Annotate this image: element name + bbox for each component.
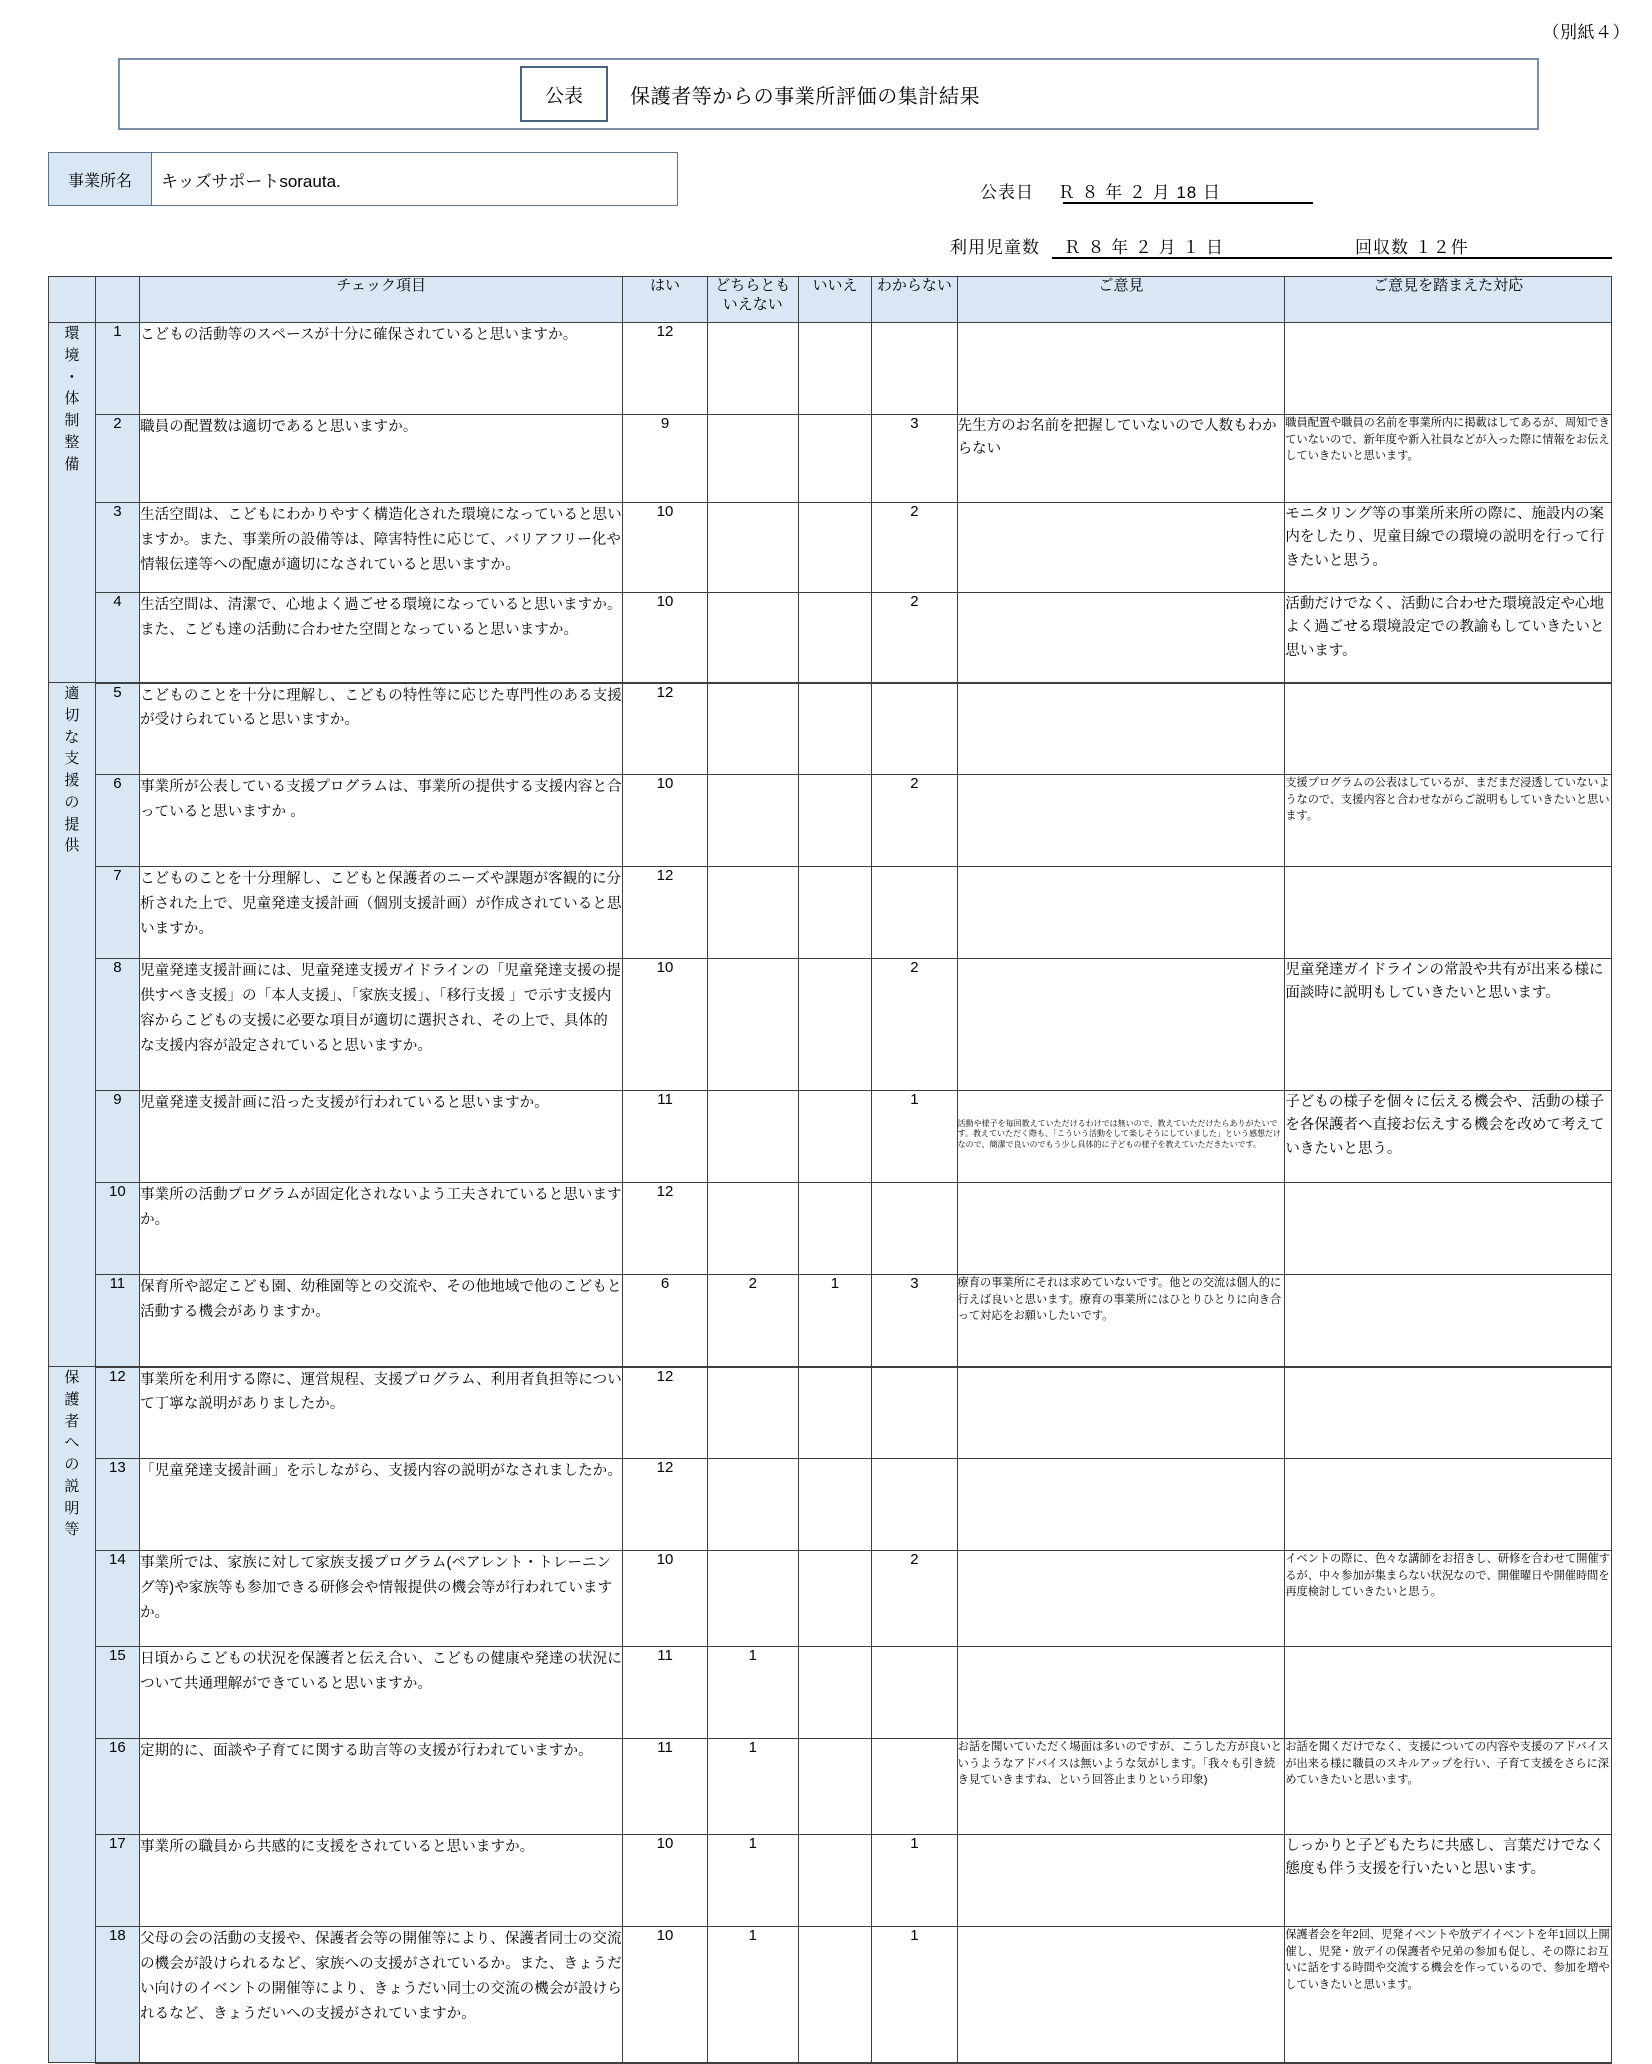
category-char: 提 bbox=[64, 815, 80, 833]
header-check-item: チェック項目 bbox=[140, 277, 623, 323]
check-item-cell: 事業所の活動プログラムが固定化されないよう工夫されていると思いますか。 bbox=[140, 1183, 623, 1275]
count-neither-cell bbox=[707, 1367, 798, 1459]
count-neither-cell: 1 bbox=[707, 1927, 798, 2063]
response-cell: しっかりと子どもたちに共感し、言葉だけでなく態度も伴う支援を行いたいと思います。 bbox=[1285, 1835, 1612, 1927]
count-yes-cell: 11 bbox=[623, 1091, 707, 1183]
count-yes-cell: 12 bbox=[623, 683, 707, 775]
count-unknown-cell: 1 bbox=[872, 1927, 958, 2063]
category-char: 切 bbox=[64, 706, 80, 724]
count-neither-cell bbox=[707, 1459, 798, 1551]
response-cell bbox=[1285, 1459, 1612, 1551]
category-char: 護 bbox=[64, 1390, 80, 1408]
count-yes-cell: 10 bbox=[623, 503, 707, 593]
category-char: ・ bbox=[64, 368, 80, 386]
opinion-cell bbox=[957, 1183, 1285, 1275]
count-yes-cell: 11 bbox=[623, 1739, 707, 1835]
header-neither-line1: どちらとも bbox=[715, 277, 791, 294]
category-char: 支 bbox=[64, 750, 80, 768]
row-number-cell: 1 bbox=[95, 323, 139, 415]
publication-tag: 公表 bbox=[520, 66, 608, 122]
category-char: 適 bbox=[64, 685, 80, 702]
header-no-answer: いいえ bbox=[798, 277, 871, 323]
row-number-cell: 4 bbox=[95, 593, 139, 683]
response-cell bbox=[1285, 1647, 1612, 1739]
category-char: 保 bbox=[64, 1369, 80, 1386]
count-no-cell bbox=[798, 683, 871, 775]
check-item-cell: こどものことを十分に理解し、こどもの特性等に応じた専門性のある支援が受けられていると思いますか。 bbox=[140, 683, 623, 775]
table-row bbox=[49, 1551, 1612, 1647]
opinion-cell bbox=[957, 959, 1285, 1091]
count-no-cell bbox=[798, 323, 871, 415]
check-item-cell: 日頃からこどもの状況を保護者と伝え合い、こどもの健康や発達の状況について共通理解ができていると思いますか。 bbox=[140, 1647, 623, 1739]
count-no-cell bbox=[798, 1647, 871, 1739]
category-char: 環 bbox=[64, 325, 80, 342]
check-item-cell: 生活空間は、清潔で、心地よく過ごせる環境になっていると思いますか。また、こども達の活動に合わせた空間となっていると思いますか。 bbox=[140, 593, 623, 683]
count-neither-cell bbox=[707, 503, 798, 593]
category-char: 体 bbox=[64, 390, 80, 408]
count-unknown-cell bbox=[872, 1183, 958, 1275]
count-yes-cell: 10 bbox=[623, 1551, 707, 1647]
opinion-cell bbox=[957, 867, 1285, 959]
count-unknown-cell: 1 bbox=[872, 1835, 958, 1927]
use-date-underline bbox=[1052, 257, 1612, 259]
office-name-value: キッズサポートsorauta. bbox=[161, 171, 341, 191]
table-row bbox=[49, 1275, 1612, 1367]
category-char: 備 bbox=[64, 455, 80, 473]
category-char: の bbox=[64, 793, 80, 811]
count-unknown-cell: 2 bbox=[872, 503, 958, 593]
opinion-cell bbox=[957, 775, 1285, 867]
category-char: 境 bbox=[64, 346, 80, 364]
count-neither-cell: 1 bbox=[707, 1835, 798, 1927]
sheet-reference: （別紙４） bbox=[1542, 23, 1630, 42]
table-row bbox=[49, 1183, 1612, 1275]
response-cell bbox=[1285, 1183, 1612, 1275]
table-row bbox=[49, 1367, 1612, 1459]
response-cell: 活動だけでなく、活動に合わせた環境設定や心地よく過ごせる環境設定での教諭もしていきたいと思います。 bbox=[1285, 593, 1612, 683]
category-cell bbox=[49, 1367, 96, 2063]
count-yes-cell: 12 bbox=[623, 1459, 707, 1551]
category-char: な bbox=[64, 728, 80, 746]
count-no-cell bbox=[798, 1367, 871, 1459]
opinion-cell bbox=[957, 323, 1285, 415]
count-no-cell bbox=[798, 593, 871, 683]
count-neither-cell bbox=[707, 415, 798, 503]
opinion-cell bbox=[957, 1459, 1285, 1551]
row-number-cell: 2 bbox=[95, 415, 139, 503]
opinion-cell: お話を聞いていただく場面は多いのですが、こうした方が良いというようなアドバイスは無いような気がします。「我々も引き続き見ていきますね、という回答止まりという印象) bbox=[957, 1739, 1285, 1835]
count-neither-cell bbox=[707, 1091, 798, 1183]
row-number-cell: 9 bbox=[95, 1091, 139, 1183]
category-char: 援 bbox=[64, 772, 80, 789]
survey-results-table bbox=[48, 276, 1612, 2064]
count-yes-cell: 12 bbox=[623, 1367, 707, 1459]
response-cell: お話を聞くだけでなく、支援についての内容や支援のアドバイスが出来る様に職員のスキルアップを行い、子育て支援をさらに深めていきたいと思います。 bbox=[1285, 1739, 1612, 1835]
count-unknown-cell bbox=[872, 1647, 958, 1739]
table-row bbox=[49, 1091, 1612, 1183]
header-no bbox=[95, 277, 139, 323]
check-item-cell: 定期的に、面談や子育てに関する助言等の支援が行われていますか。 bbox=[140, 1739, 623, 1835]
count-yes-cell: 10 bbox=[623, 775, 707, 867]
count-no-cell bbox=[798, 415, 871, 503]
count-unknown-cell bbox=[872, 323, 958, 415]
header-yes: はい bbox=[623, 277, 707, 323]
category-char: 整 bbox=[64, 433, 80, 451]
row-number-cell: 16 bbox=[95, 1739, 139, 1835]
row-number-cell: 13 bbox=[95, 1459, 139, 1551]
check-item-cell: 事業所が公表している支援プログラムは、事業所の提供する支援内容と合っていると思いますか 。 bbox=[140, 775, 623, 867]
table-row bbox=[49, 1835, 1612, 1927]
count-unknown-cell bbox=[872, 1739, 958, 1835]
count-yes-cell: 10 bbox=[623, 959, 707, 1091]
check-item-cell: 職員の配置数は適切であると思いますか。 bbox=[140, 415, 623, 503]
count-neither-cell bbox=[707, 959, 798, 1091]
response-cell: 支援プログラムの公表はしているが、まだまだ浸透していないようなので、支援内容と合わせながらご説明もしていきたいと思います。 bbox=[1285, 775, 1612, 867]
row-number-cell: 10 bbox=[95, 1183, 139, 1275]
category-cell bbox=[49, 683, 96, 1367]
check-item-cell: 児童発達支援計画に沿った支援が行われていると思いますか。 bbox=[140, 1091, 623, 1183]
category-cell bbox=[49, 323, 96, 683]
check-item-cell: 保育所や認定こども園、幼稚園等との交流や、その他地域で他のこどもと活動する機会がありますか。 bbox=[140, 1275, 623, 1367]
count-yes-cell: 9 bbox=[623, 415, 707, 503]
response-cell bbox=[1285, 1367, 1612, 1459]
count-unknown-cell: 2 bbox=[872, 775, 958, 867]
count-neither-cell bbox=[707, 1551, 798, 1647]
office-name-field bbox=[48, 152, 678, 206]
table-row bbox=[49, 683, 1612, 775]
row-number-cell: 17 bbox=[95, 1835, 139, 1927]
category-char: の bbox=[64, 1456, 80, 1473]
opinion-cell bbox=[957, 1367, 1285, 1459]
count-neither-cell bbox=[707, 867, 798, 959]
category-char: 説 bbox=[64, 1477, 80, 1495]
table-header-row bbox=[49, 277, 1612, 323]
count-yes-cell: 10 bbox=[623, 593, 707, 683]
count-no-cell bbox=[798, 1927, 871, 2063]
row-number-cell: 5 bbox=[95, 683, 139, 775]
publish-date: 公表日 Ｒ ８ 年 ２ 月 18 日 bbox=[980, 183, 1221, 202]
category-char: 明 bbox=[64, 1499, 80, 1517]
count-yes-cell: 12 bbox=[623, 867, 707, 959]
check-item-cell: 生活空間は、こどもにわかりやすく構造化された環境になっていると思いますか。また、事業所の設備等は、障害特性に応じて、バリアフリー化や情報伝達等への配慮が適切になされていると思いますか。 bbox=[140, 503, 623, 593]
children-count-date: 利用児童数 Ｒ ８ 年 ２ 月 １ 日 bbox=[950, 238, 1225, 257]
table-row bbox=[49, 1739, 1612, 1835]
check-item-cell: 事業所では、家族に対して家族支援プログラム(ペアレント・トレーニング等)や家族等も参加できる研修会や情報提供の機会等が行われていますか。 bbox=[140, 1551, 623, 1647]
count-no-cell bbox=[798, 867, 871, 959]
header-neither bbox=[707, 277, 798, 323]
row-number-cell: 14 bbox=[95, 1551, 139, 1647]
row-number-cell: 6 bbox=[95, 775, 139, 867]
response-cell: モニタリング等の事業所来所の際に、施設内の案内をしたり、児童目線での環境の説明を行って行きたいと思う。 bbox=[1285, 503, 1612, 593]
count-unknown-cell: 3 bbox=[872, 1275, 958, 1367]
count-unknown-cell bbox=[872, 867, 958, 959]
count-no-cell bbox=[798, 1739, 871, 1835]
check-item-cell: 事業所を利用する際に、運営規程、支援プログラム、利用者負担等について丁寧な説明がありましたか。 bbox=[140, 1367, 623, 1459]
opinion-cell bbox=[957, 593, 1285, 683]
count-neither-cell bbox=[707, 1183, 798, 1275]
count-unknown-cell bbox=[872, 1459, 958, 1551]
count-no-cell: 1 bbox=[798, 1275, 871, 1367]
table-row bbox=[49, 1647, 1612, 1739]
row-number-cell: 12 bbox=[95, 1367, 139, 1459]
office-name-label: 事業所名 bbox=[49, 153, 152, 205]
response-cell: イベントの際に、色々な講師をお招きし、研修を合わせて開催するが、中々参加が集まらない状況なので、開催曜日や開催時間を再度検討していきたいと思う。 bbox=[1285, 1551, 1612, 1647]
header-response: ご意見を踏まえた対応 bbox=[1285, 277, 1612, 323]
count-no-cell bbox=[798, 1459, 871, 1551]
count-neither-cell bbox=[707, 683, 798, 775]
response-cell bbox=[1285, 323, 1612, 415]
row-number-cell: 3 bbox=[95, 503, 139, 593]
opinion-cell: 療育の事業所にそれは求めていないです。他との交流は個人的に行えば良いと思います。療育の事業所にはひとりひとりに向き合って対応をお願いしたいです。 bbox=[957, 1275, 1285, 1367]
check-item-cell: 「児童発達支援計画」を示しながら、支援内容の説明がなされましたか。 bbox=[140, 1459, 623, 1551]
count-yes-cell: 11 bbox=[623, 1647, 707, 1739]
check-item-cell: 事業所の職員から共感的に支援をされていると思いますか。 bbox=[140, 1835, 623, 1927]
row-number-cell: 18 bbox=[95, 1927, 139, 2063]
header-opinion: ご意見 bbox=[957, 277, 1285, 323]
opinion-cell bbox=[957, 1551, 1285, 1647]
check-item-cell: 父母の会の活動の支援や、保護者会等の開催等により、保護者同士の交流の機会が設けられるなど、家族への支援がされているか。また、きょうだい向けのイベントの開催等により、きょうだい同士の交流の機会が設けられるなど、きょうだいへの支援がされていますか。 bbox=[140, 1927, 623, 2063]
publish-date-underline bbox=[1063, 202, 1313, 204]
count-neither-cell: 1 bbox=[707, 1739, 798, 1835]
opinion-cell bbox=[957, 683, 1285, 775]
count-unknown-cell bbox=[872, 683, 958, 775]
response-cell: 子どもの様子を個々に伝える機会や、活動の様子を各保護者へ直接お伝えする機会を改めて考えていきたいと思う。 bbox=[1285, 1091, 1612, 1183]
collected-count: 回収数 １２件 bbox=[1355, 238, 1469, 257]
opinion-cell bbox=[957, 1835, 1285, 1927]
page-title: 保護者等からの事業所評価の集計結果 bbox=[630, 85, 981, 108]
count-no-cell bbox=[798, 503, 871, 593]
count-no-cell bbox=[798, 1551, 871, 1647]
opinion-cell: 先生方のお名前を把握していないので人数もわからない bbox=[957, 415, 1285, 503]
count-neither-cell: 2 bbox=[707, 1275, 798, 1367]
count-yes-cell: 6 bbox=[623, 1275, 707, 1367]
response-cell: 保護者会を年2回、児発イベントや放デイイベントを年1回以上開催し、児発・放デイの保護者や兄弟の参加も促し、その際にお互いに話をする時間や交流する機会を作っているので、参加を増やしていきたいと思います。 bbox=[1285, 1927, 1612, 2063]
count-yes-cell: 10 bbox=[623, 1835, 707, 1927]
check-item-cell: こどもの活動等のスペースが十分に確保されていると思いますか。 bbox=[140, 323, 623, 415]
category-char: 供 bbox=[64, 837, 80, 855]
row-number-cell: 11 bbox=[95, 1275, 139, 1367]
count-unknown-cell: 3 bbox=[872, 415, 958, 503]
opinion-cell bbox=[957, 1647, 1285, 1739]
response-cell: 児童発達ガイドラインの常設や共有が出来る様に面談時に説明もしていきたいと思います。 bbox=[1285, 959, 1612, 1091]
check-item-cell: 児童発達支援計画には、児童発達支援ガイドラインの「児童発達支援の提供すべき支援」の「本人支援」、「家族支援」、「移行支援 」で示す支援内容からこどもの支援に必要な項目が適切に選択され、その上で、具体的な支援内容が設定されていると思いますか。 bbox=[140, 959, 623, 1091]
opinion-cell bbox=[957, 1927, 1285, 2063]
count-unknown-cell bbox=[872, 1367, 958, 1459]
table-row bbox=[49, 593, 1612, 683]
table-row bbox=[49, 415, 1612, 503]
row-number-cell: 8 bbox=[95, 959, 139, 1091]
check-item-cell: こどものことを十分理解し、こどもと保護者のニーズや課題が客観的に分析された上で、児童発達支援計画（個別支援計画）が作成されていると思いますか。 bbox=[140, 867, 623, 959]
count-yes-cell: 10 bbox=[623, 1927, 707, 2063]
category-char: 等 bbox=[64, 1521, 80, 1539]
table-row bbox=[49, 503, 1612, 593]
count-neither-cell bbox=[707, 593, 798, 683]
title-banner bbox=[118, 58, 1539, 130]
header-unknown: わからない bbox=[872, 277, 958, 323]
count-no-cell bbox=[798, 1183, 871, 1275]
table-row bbox=[49, 959, 1612, 1091]
opinion-cell: 活動や様子を毎回教えていただけるわけでは無いので、教えていただけたらありがたいです。教えていただく際も、「こういう活動をして楽しそうにしていました」という感想だけなので、簡潔で良いのでもう少し具体的に子どもの様子を教えていただきたいです。 bbox=[957, 1091, 1285, 1183]
table-row bbox=[49, 867, 1612, 959]
row-number-cell: 15 bbox=[95, 1647, 139, 1739]
count-unknown-cell: 2 bbox=[872, 959, 958, 1091]
count-neither-cell bbox=[707, 323, 798, 415]
table-row bbox=[49, 1459, 1612, 1551]
row-number-cell: 7 bbox=[95, 867, 139, 959]
count-neither-cell: 1 bbox=[707, 1647, 798, 1739]
count-no-cell bbox=[798, 1835, 871, 1927]
count-no-cell bbox=[798, 775, 871, 867]
response-cell bbox=[1285, 867, 1612, 959]
count-no-cell bbox=[798, 1091, 871, 1183]
header-neither-line2: いえない bbox=[722, 295, 783, 313]
header-category bbox=[49, 277, 96, 323]
category-char: へ bbox=[64, 1434, 80, 1452]
count-unknown-cell: 1 bbox=[872, 1091, 958, 1183]
count-unknown-cell: 2 bbox=[872, 593, 958, 683]
count-unknown-cell: 2 bbox=[872, 1551, 958, 1647]
table-row bbox=[49, 323, 1612, 415]
count-neither-cell bbox=[707, 775, 798, 867]
response-cell bbox=[1285, 683, 1612, 775]
response-cell: 職員配置や職員の名前を事業所内に掲載はしてあるが、周知できていないので、新年度や新入社員などが入った際に情報をお伝えしていきたいと思います。 bbox=[1285, 415, 1612, 503]
response-cell bbox=[1285, 1275, 1612, 1367]
count-yes-cell: 12 bbox=[623, 1183, 707, 1275]
table-row bbox=[49, 775, 1612, 867]
opinion-cell bbox=[957, 503, 1285, 593]
count-no-cell bbox=[798, 959, 871, 1091]
category-char: 制 bbox=[64, 412, 80, 429]
table-row bbox=[49, 1927, 1612, 2063]
count-yes-cell: 12 bbox=[623, 323, 707, 415]
category-char: 者 bbox=[64, 1412, 80, 1430]
